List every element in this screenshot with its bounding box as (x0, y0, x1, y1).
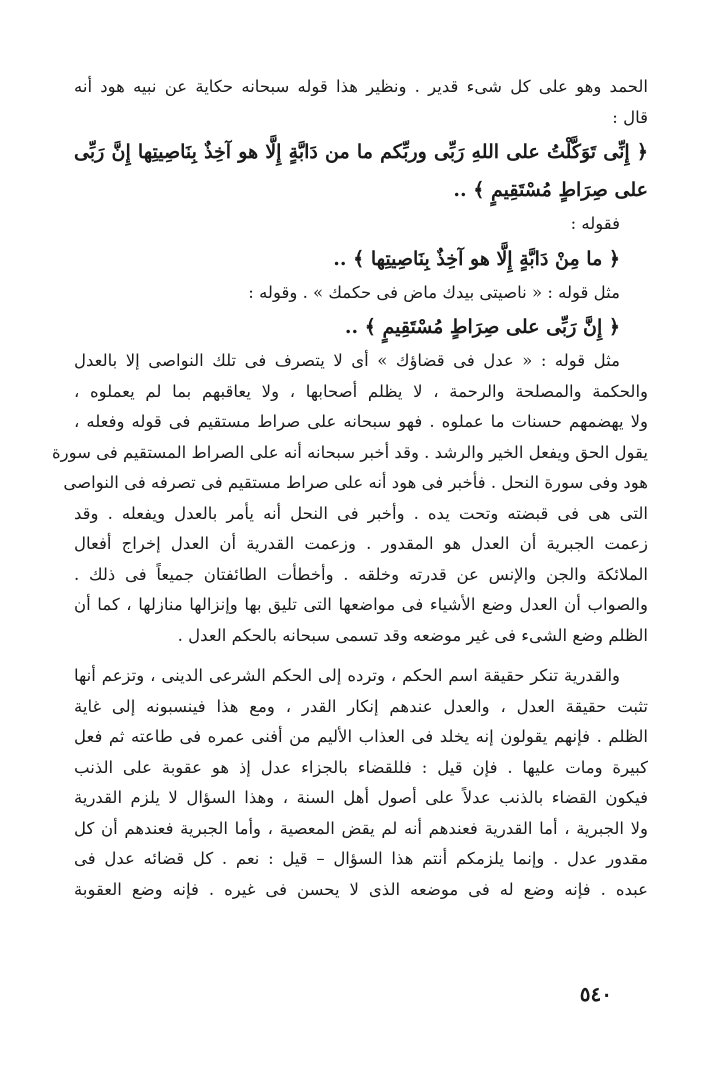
text-line: والقدرية تنكر حقيقة اسم الحكم ، وترده إلى الحكم الشرعى الدينى ، وتزعم أنها (74, 666, 620, 685)
text-line: قال : (612, 107, 648, 127)
text-line: التى هى فى قبضته وتحت يده . وأخبر فى النحل أنه يأمر بالعدل ويفعله . وقد (74, 503, 648, 523)
text-line: زعمت الجبرية أن العدل هو المقدور . وزعمت القدرية أن العدل إخراج أفعال (74, 534, 648, 553)
text-line: ولا الجبرية ، أما القدرية فعندهم أنه لم يقض المعصية ، وأما الجبرية فعندهم أن كل (74, 818, 648, 838)
text-line: تثبت حقيقة العدل ، والعدل عندهم إنكار القدر ، ومع هذا فينسبونه إلى غاية (74, 696, 648, 716)
text-line: عبده . فإنه وضع له فى موضعه الذى لا يحسن فى غيره . فإنه وضع العقوبة (74, 879, 648, 899)
quran-verse-line: ﴿ ما مِنْ دَابَّةٍ إِلَّا هو آخِذٌ بِنَاصِيتِها ﴾ .. (333, 247, 620, 270)
text-line: مثل قوله : « عدل فى قضاؤك » أى لا يتصرف فى تلك النواصى إلا بالعدل (74, 351, 620, 370)
text-line: فقوله : (570, 214, 620, 233)
text-line: والحكمة والمصلحة والرحمة ، لا يظلم أصحابها ، ولا يعاقبهم بما لم يعملوه ، (74, 381, 648, 401)
text-line: ولا يهضمهم حسنات ما عملوه . فهو سبحانه على صراط مستقيم فى قوله وفعله ، (74, 412, 648, 431)
text-line: هود وفى سورة النحل . فأخبر فى هود أنه على صراط مستقيم فى تصرفه فى النواصى (63, 473, 648, 492)
text-line: الملائكة والجن والإنس عن قدرته وخلقه . وأخطأت الطائفتان جميعاً فى ذلك . (74, 564, 648, 584)
quran-verse-line: ﴿ إِنَّ رَبِّى على صِرَاطٍ مُسْتَقِيمٍ ﴾ .. (344, 316, 620, 338)
text-line: الحمد وهو على كل شىء قدير . ونظير هذا قوله سبحانه حكاية عن نبيه هود أنه (74, 77, 648, 96)
text-line: مقدور عدل . وإنما يلزمكم أنتم هذا السؤال – قيل : نعم . كل قضائه عدل فى (74, 849, 648, 868)
text-line: كبيرة ومات عليها . فإن قيل : فللقضاء بالجزاء عدل إذ هو عقوبة على الذنب (74, 757, 648, 777)
quran-verse-line: ﴿ إِنِّى تَوَكَّلْتُ على اللهِ رَبِّى وربِّكم ما من دَابَّةٍ إِلَّا هو آخِذٌ بِنَاصِيتِها إِنَّ رَبِّى (74, 141, 648, 163)
text-line: والصواب أن العدل وضع الأشياء فى مواضعها التى تليق بها وإنزالها منازلها ، كما أن (74, 595, 648, 614)
page-body (51, 72, 648, 905)
page-number: ٥٤٠ (579, 982, 612, 1006)
text-line: فيكون القضاء بالذنب عدلاً على أصول أهل السنة ، وهذا السؤال لا يلزم القدرية (74, 788, 648, 807)
text-line: مثل قوله : « ناصيتى بيدك ماض فى حكمك » . وقوله : (248, 282, 620, 302)
text-line: يقول الحق ويفعل الخير والرشد . وقد أخبر سبحانه أنه على الصراط المستقيم فى سورة (51, 442, 648, 462)
text-line: الظلم وضع الشىء فى غير موضعه وقد تسمى سبحانه بالحكم العدل . (177, 625, 648, 645)
quran-verse-line: على صِرَاطٍ مُسْتَقِيمٍ ﴾ .. (453, 179, 648, 201)
text-line: الظلم . فإنهم يقولون إنه يخلد فى العذاب الأليم من أفنى عمره فى طاعته ثم فعل (74, 727, 648, 746)
